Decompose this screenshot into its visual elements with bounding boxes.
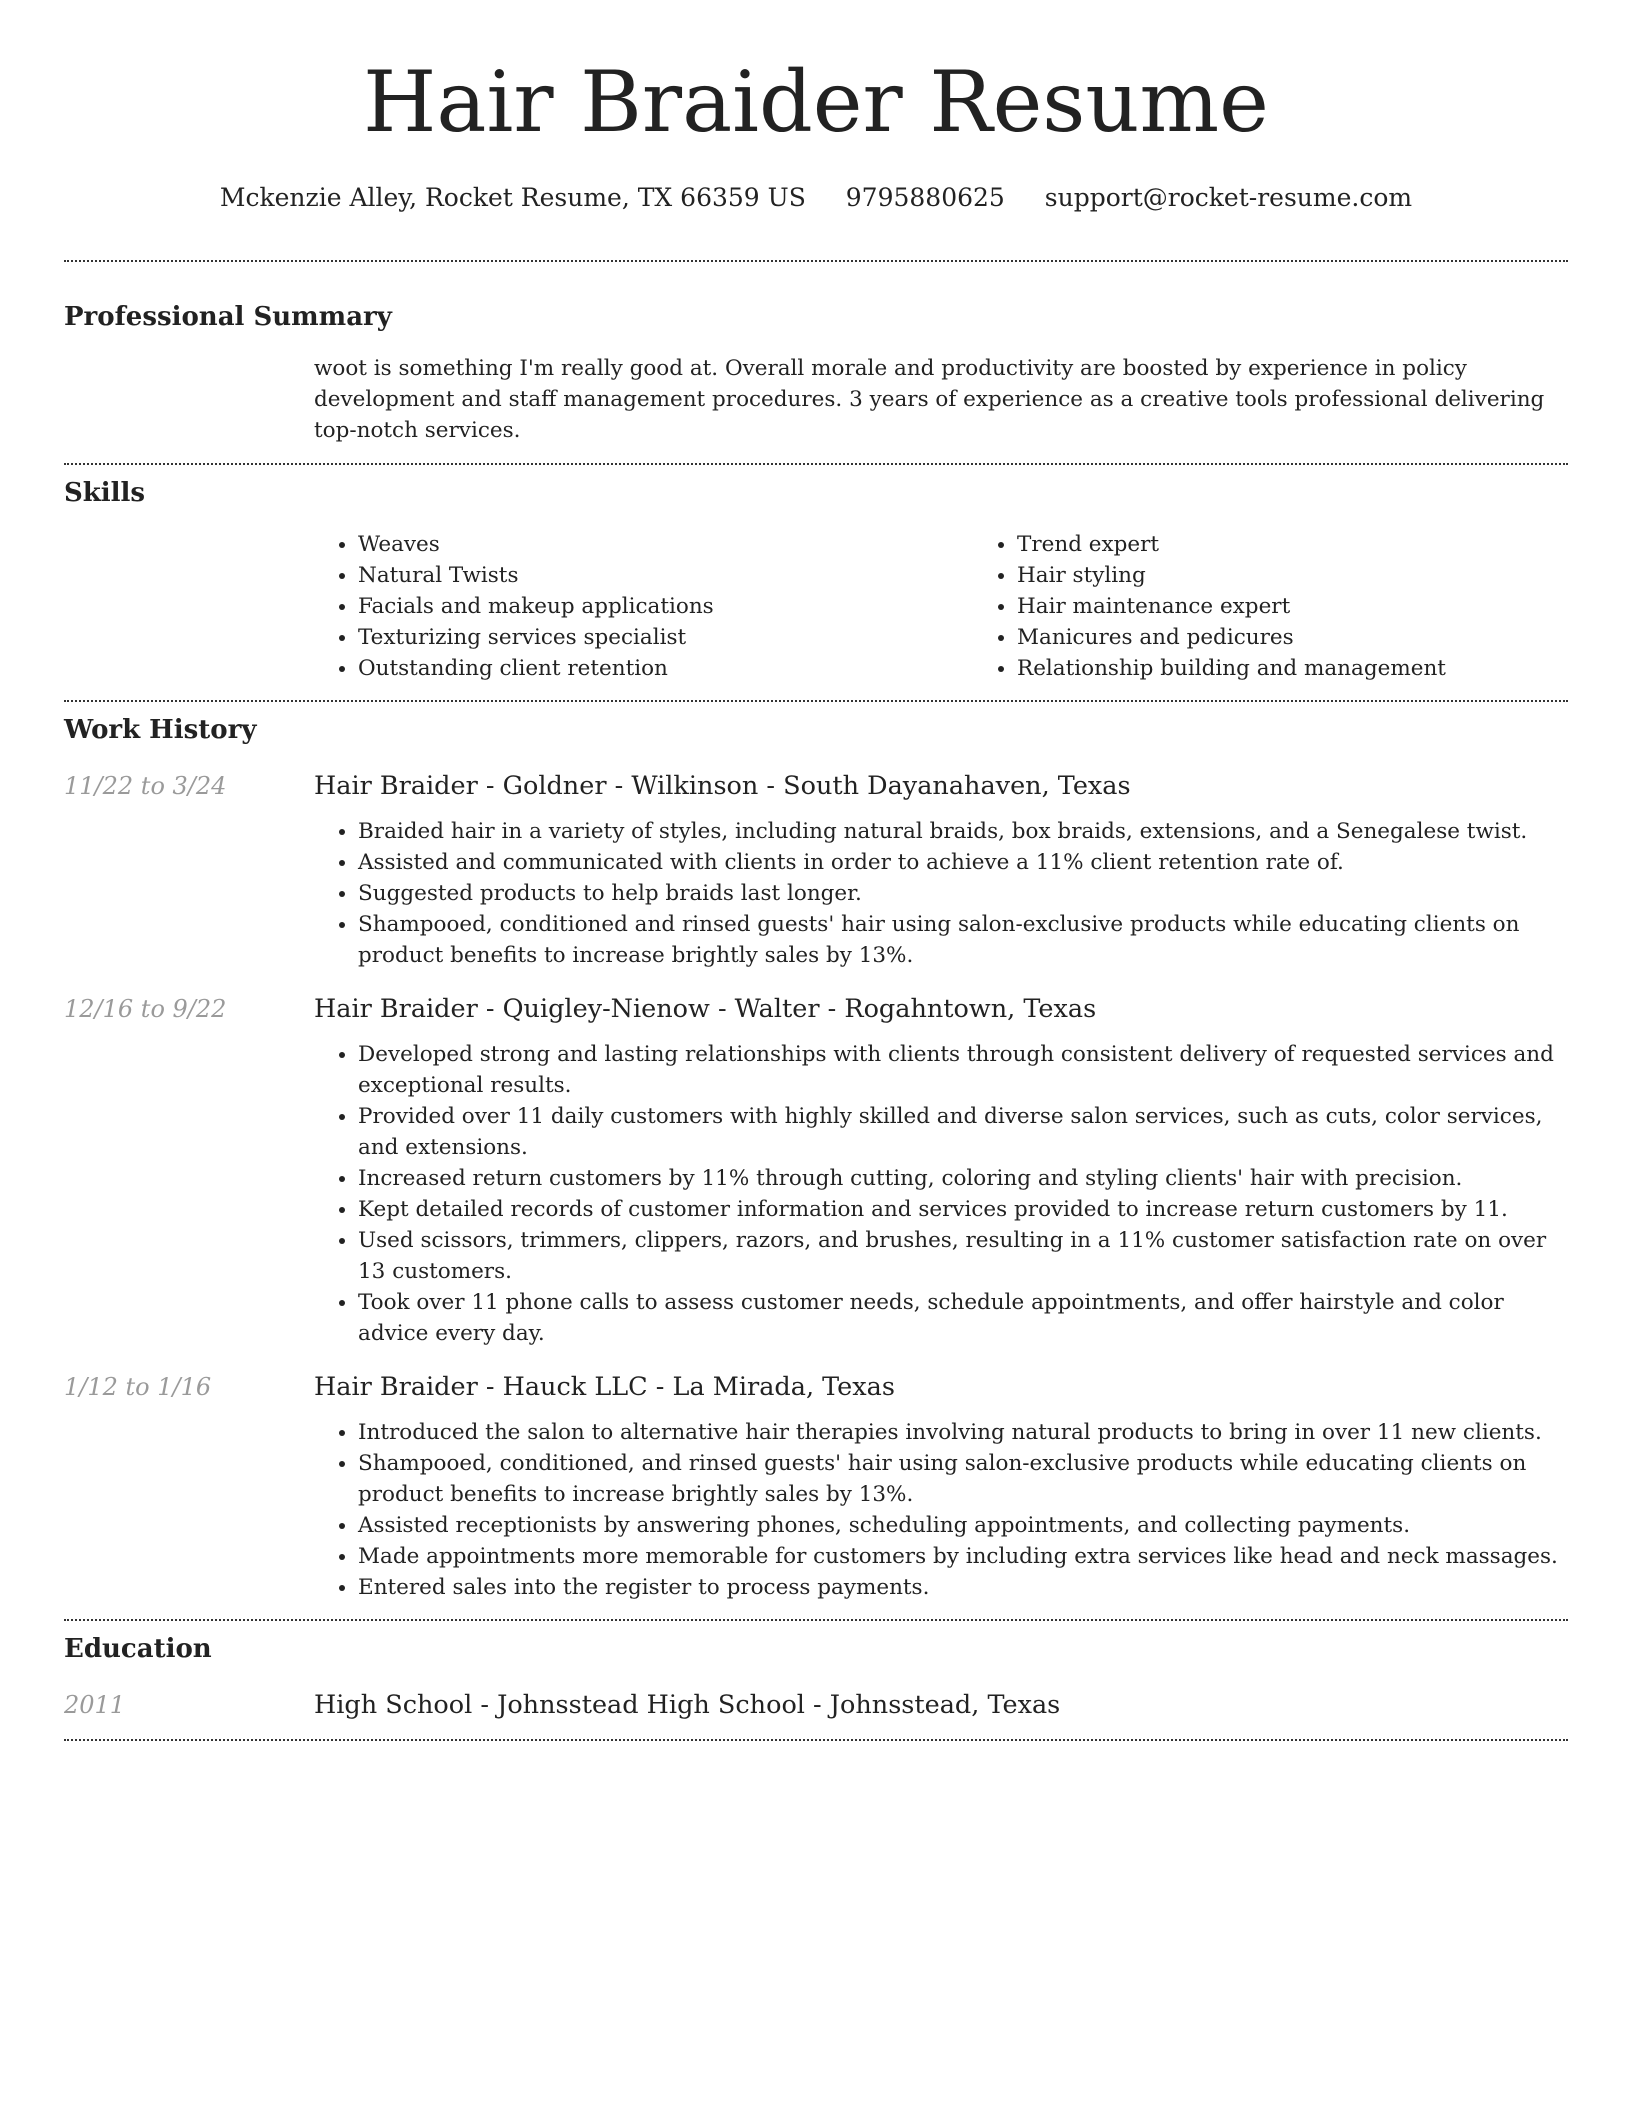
- resume-page: [64, 0, 1568, 1741]
- summary-text: woot is something I'm really good at. Overall morale and productivity are boosted by experience in policy development and staff management procedures. 3 years of experience as a creative tools professional delivering top-notch services.: [314, 356, 1545, 443]
- skill-item: • Hair maintenance expert: [1017, 591, 1632, 622]
- skills-heading: Skills: [64, 478, 146, 508]
- job-bullet: • Kept detailed records of customer information and services provided to increase return customers by 11.: [358, 1194, 1568, 1225]
- job-title: Hair Braider - Hauck LLC - La Mirada, Texas: [314, 1372, 895, 1402]
- summary-section: [64, 299, 1568, 446]
- job-bullet: • Suggested products to help braids last longer.: [358, 878, 1568, 909]
- job-bullet: • Shampooed, conditioned and rinsed guests' hair using salon-exclusive products while educating clients on product benefits to increase brightly sales by 13%.: [358, 909, 1568, 971]
- divider: [64, 700, 1568, 702]
- contact-address: Mckenzie Alley, Rocket Resume, TX 66359 US: [219, 183, 806, 212]
- job-dates: 11/22 to 3/24: [64, 772, 227, 800]
- job-bullet: • Made appointments more memorable for customers by including extra services like head and neck massages.: [358, 1541, 1568, 1572]
- education-title: High School - Johnsstead High School - Johnsstead, Texas: [314, 1690, 1061, 1720]
- job-bullet: • Shampooed, conditioned, and rinsed guests' hair using salon-exclusive products while educating clients on product benefits to increase brightly sales by 13%.: [358, 1448, 1568, 1510]
- skill-item: • Manicures and pedicures: [1017, 622, 1632, 653]
- contact-info: [64, 180, 1568, 216]
- skill-item: • Relationship building and management: [1017, 653, 1632, 684]
- job-bullet: • Took over 11 phone calls to assess customer needs, schedule appointments, and offer hairstyle and color advice every day.: [358, 1287, 1568, 1349]
- work-history-heading: Work History: [64, 715, 257, 745]
- job-dates: 12/16 to 9/22: [64, 995, 227, 1023]
- job-bullet: • Entered sales into the register to process payments.: [358, 1572, 1568, 1603]
- job-bullet: • Assisted and communicated with clients in order to achieve a 11% client retention rate of.: [358, 847, 1568, 878]
- education-entry: [64, 1687, 1568, 1723]
- divider: [64, 1739, 1568, 1741]
- skill-item: • Trend expert: [1017, 529, 1632, 560]
- divider: [64, 1619, 1568, 1621]
- job-title: Hair Braider - Quigley-Nienow - Walter - Rogahntown, Texas: [314, 994, 1097, 1024]
- education-section: [64, 1631, 1568, 1723]
- job-title: Hair Braider - Goldner - Wilkinson - South Dayanahaven, Texas: [314, 771, 1131, 801]
- job-bullet: • Braided hair in a variety of styles, including natural braids, box braids, extensions, and a Senegalese twist.: [358, 816, 1568, 847]
- job-bullets: [314, 1039, 1568, 1349]
- job-bullet: • Assisted receptionists by answering phones, scheduling appointments, and collecting payments.: [358, 1510, 1568, 1541]
- education-heading: Education: [64, 1634, 212, 1664]
- job-bullets: [314, 816, 1568, 971]
- divider: [64, 463, 1568, 465]
- education-year: 2011: [64, 1691, 126, 1719]
- job-entry: [64, 991, 1568, 1349]
- divider: [64, 260, 1568, 262]
- contact-email: support@rocket-resume.com: [1044, 183, 1413, 212]
- work-history-section: [64, 712, 1568, 1603]
- job-bullet: • Developed strong and lasting relationships with clients through consistent delivery of requested services and exceptional results.: [358, 1039, 1568, 1101]
- job-bullet: • Introduced the salon to alternative hair therapies involving natural products to bring in over 11 new clients.: [358, 1417, 1568, 1448]
- skill-item: • Weaves: [358, 529, 973, 560]
- skills-list-right: [973, 529, 1632, 684]
- job-entry: [64, 1369, 1568, 1603]
- job-dates: 1/12 to 1/16: [64, 1373, 212, 1401]
- skills-section: [64, 475, 1568, 684]
- skill-item: • Texturizing services specialist: [358, 622, 973, 653]
- skill-item: • Outstanding client retention: [358, 653, 973, 684]
- resume-title: Hair Braider Resume: [363, 53, 1269, 151]
- job-entry: [64, 768, 1568, 971]
- skill-item: • Facials and makeup applications: [358, 591, 973, 622]
- job-bullet: • Increased return customers by 11% through cutting, coloring and styling clients' hair with precision.: [358, 1163, 1568, 1194]
- summary-heading: Professional Summary: [64, 302, 392, 332]
- job-bullet: • Provided over 11 daily customers with highly skilled and diverse salon services, such as cuts, color services, and extensions.: [358, 1101, 1568, 1163]
- skill-item: • Hair styling: [1017, 560, 1632, 591]
- job-bullets: [314, 1417, 1568, 1603]
- contact-phone: 9795880625: [845, 183, 1005, 212]
- skill-item: • Natural Twists: [358, 560, 973, 591]
- skills-list-left: [314, 529, 973, 684]
- job-bullet: • Used scissors, trimmers, clippers, razors, and brushes, resulting in a 11% customer satisfaction rate on over 13 customers.: [358, 1225, 1568, 1287]
